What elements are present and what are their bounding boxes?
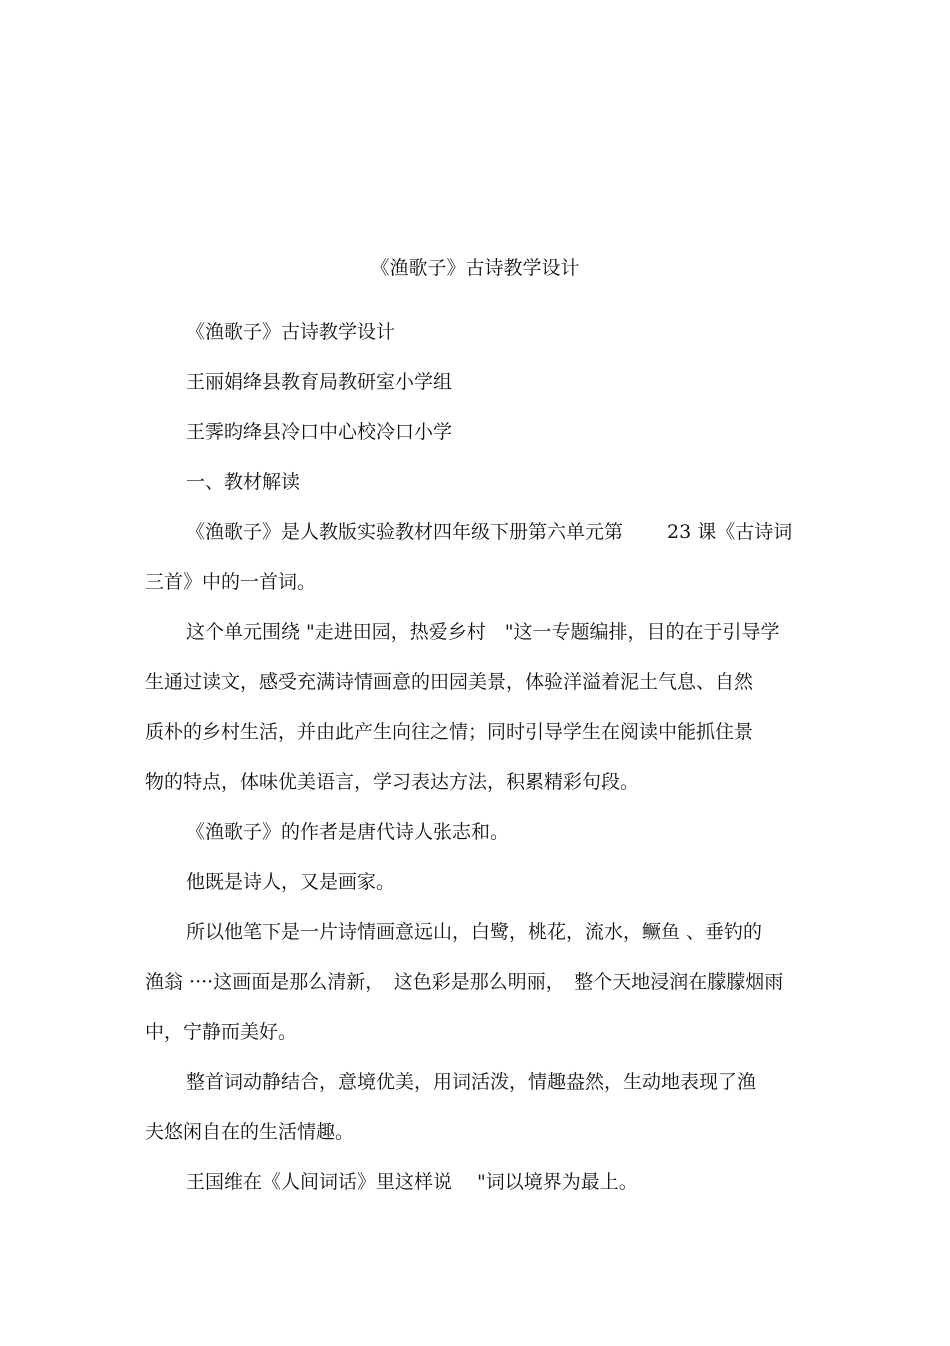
paragraph-line: 《渔歌子》的作者是唐代诗人张志和。: [186, 821, 510, 843]
paragraph-line: 生通过读文，感受充满诗情画意的田园美景，体验洋溢着泥土气息、自然: [145, 671, 754, 693]
paragraph-line: 整首词动静结合，意境优美，用词活泼，情趣盎然，生动地表现了渔: [186, 1071, 757, 1093]
paragraph-line: 三首》中的一首词。: [145, 571, 317, 593]
document-title: 《渔歌子》古诗教学设计: [370, 257, 580, 279]
author-line-2: 王霁昀绛县冷口中心校冷口小学: [186, 421, 453, 443]
paragraph-line: 夫悠闲自在的生活情趣。: [145, 1121, 355, 1143]
paragraph-line: 所以他笔下是一片诗情画意远山，白鹭，桃花，流水，鳜鱼 、垂钓的: [186, 921, 763, 943]
subtitle-line: 《渔歌子》古诗教学设计: [186, 321, 396, 343]
paragraph-line: 王国维在《人间词话》里这样说 "词以境界为最上。: [186, 1171, 638, 1193]
paragraph-line: 中，宁静而美好。: [145, 1021, 298, 1043]
section-heading: 一、教材解读: [186, 471, 301, 493]
paragraph-line: 质朴的乡村生活，并由此产生向往之情；同时引导学生在阅读中能抓住景: [145, 721, 754, 743]
paragraph-line: 这个单元围绕 "走进田园，热爱乡村 "这一专题编排，目的在于引导学: [186, 621, 780, 643]
paragraph-line: 《渔歌子》是人教版实验教材四年级下册第六单元第 23 课《古诗词: [186, 521, 793, 543]
paragraph-line: 渔翁 ····这画面是那么清新， 这色彩是那么明丽， 整个天地浸润在朦朦烟雨: [145, 971, 784, 993]
paragraph-line: 他既是诗人，又是画家。: [186, 871, 396, 893]
paragraph-line: 物的特点，体味优美语言，学习表达方法，积累精彩句段。: [145, 771, 640, 793]
author-line-1: 王丽娟绛县教育局教研室小学组: [186, 371, 453, 393]
